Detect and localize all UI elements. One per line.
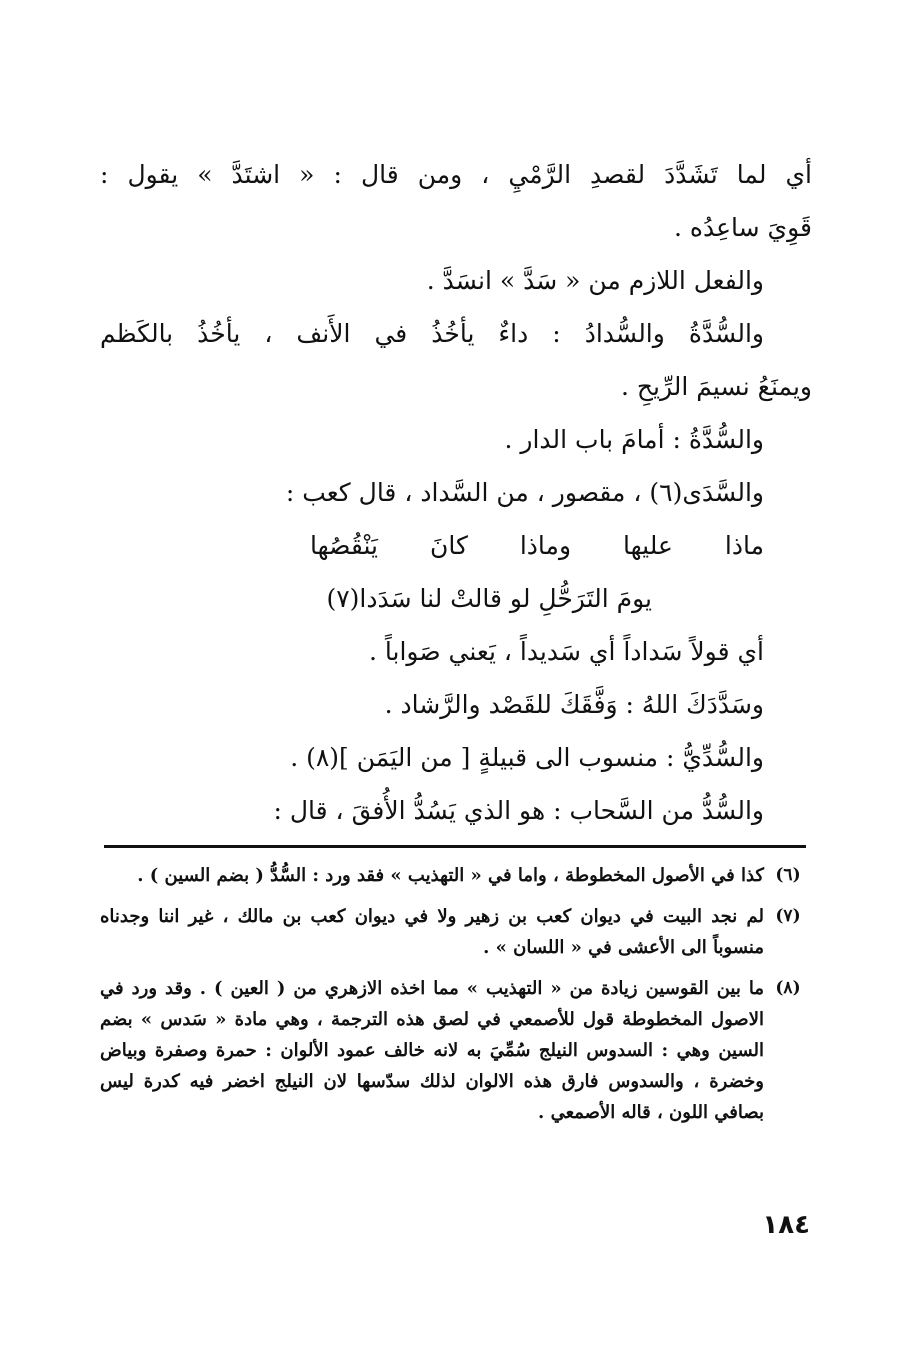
text-line-4: والسُّدَّةُ والسُّدادُ : داءٌ يأخُذُ في الأَنف ، يأخُذُ بالكَظم bbox=[100, 319, 764, 348]
footnote-7 bbox=[100, 901, 812, 963]
footnotes-section bbox=[100, 860, 812, 1138]
text-line-10: أي قولاً سَداداً أي سَديداً ، يَعني صَواباً . bbox=[369, 637, 764, 666]
footnote-divider bbox=[104, 845, 806, 848]
footnote-6 bbox=[100, 860, 812, 891]
text-line-1: أي لما تَشَدَّدَ لقصدِ الرَّمْيِ ، ومن قال : « اشتَدَّ » يقول : bbox=[100, 160, 812, 189]
text-line-11: وسَدَّدَكَ اللهُ : وَفَّقَكَ للقَصْد والرَّشاد . bbox=[384, 690, 764, 719]
text-line-3: والفعل اللازم من « سَدَّ » انسَدَّ . bbox=[426, 266, 764, 295]
text-line-7: والسَّدَى(٦) ، مقصور ، من السَّداد ، قال كعب : bbox=[285, 478, 764, 507]
footnote-text: لم نجد البيت في ديوان كعب بن زهير ولا في ديوان كعب بن مالك ، غير اننا وجدناه منسوباً الى الأعشى في « اللسان » . bbox=[100, 906, 764, 958]
footnote-text: ما بين القوسين زيادة من « التهذيب » مما اخذه الازهري من ( العين ) . وقد ورد في الاصول المخطوطة قول للأصمعي في لصق هذه الترجمة ، وهي مادة « سَدس » بضم السين وهي : السدوس النيلج سُمِّيَ به لانه خالف عمود الألوان : حمرة وصفرة وبياض وخضرة ، والسدوس فارق هذه الالوان لذلك سدّسها لان النيلج اخضر فيه كدرة ليس بصافي اللون ، قاله الأصمعي . bbox=[100, 978, 764, 1123]
footnote-number: (٧) bbox=[775, 906, 801, 926]
footnote-text: كذا في الأصول المخطوطة ، واما في « التهذيب » فقد ورد : السُّدُّ ( بضم السين ) . bbox=[137, 865, 764, 886]
text-line-5: ويمنَعُ نسيمَ الرِّيحِ . bbox=[620, 372, 812, 401]
text-line-2: قَوِيَ ساعِدُه . bbox=[674, 213, 812, 242]
text-line-13: والسُّدُّ من السَّحاب : هو الذي يَسُدُّ الأُفقَ ، قال : bbox=[273, 796, 764, 825]
verse-line-2: يومَ التَرَحُّلِ لو قالتْ لنا سَدَدا(٧) bbox=[326, 584, 652, 613]
main-text-block bbox=[100, 148, 812, 837]
footnote-number: (٦) bbox=[775, 865, 801, 885]
text-line-6: والسُّدَّةُ : أمامَ باب الدار . bbox=[504, 425, 764, 454]
footnote-number: (٨) bbox=[775, 978, 801, 998]
text-line-12: والسُّدِّيُّ : منسوب الى قبيلةٍ [ من اليَمَن ](٨) . bbox=[290, 743, 764, 772]
page-number: ١٨٤ bbox=[762, 1210, 810, 1240]
footnote-8 bbox=[100, 973, 812, 1128]
verse-line-1: ماذا عليها وماذا كانَ يَنْقُصُها bbox=[310, 531, 764, 560]
